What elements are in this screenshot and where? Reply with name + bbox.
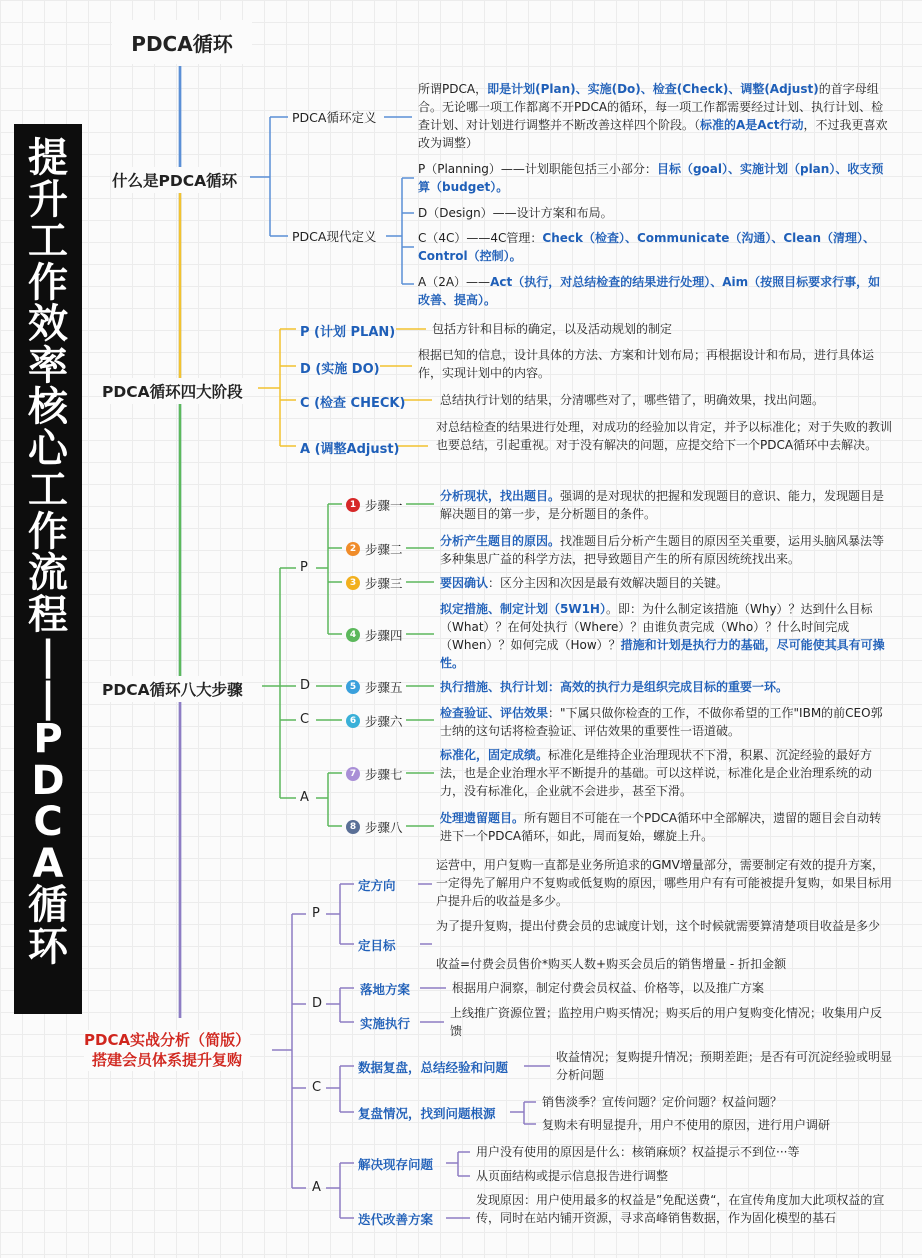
side-banner-char: 工 bbox=[28, 218, 68, 264]
modern-item-c bbox=[418, 229, 888, 265]
stage-c-label: C (检查 CHECK) bbox=[300, 396, 406, 411]
plain-text: P（Planning）——计划职能包括三小部分： bbox=[418, 162, 657, 176]
step-number-badge: 8 bbox=[346, 820, 360, 834]
d-execute-text: 上线推广资源位置；监控用户购买情况；购买后的用户复购变化情况；收集用户反馈 bbox=[450, 1006, 883, 1038]
c-root-cause-sub-1: 销售淡季？宣传问题？定价问题？权益问题？ bbox=[542, 1095, 783, 1109]
modern-item-d bbox=[418, 204, 888, 222]
p-direction-label: 定方向 bbox=[358, 878, 396, 893]
modern-item-p bbox=[418, 160, 888, 196]
side-banner-char: A bbox=[32, 840, 64, 887]
c-review-label: 数据复盘，总结经验和问题 bbox=[358, 1060, 509, 1075]
step-2-text bbox=[440, 532, 892, 568]
step-1-label bbox=[346, 496, 403, 514]
practice-letter-c: C bbox=[312, 1080, 322, 1095]
section-four-stages-title: PDCA循环四大阶段 bbox=[102, 378, 243, 404]
step-7-text bbox=[440, 746, 892, 800]
highlight-text: 标准的A是Act行动 bbox=[700, 118, 804, 132]
c-root-cause-label: 复盘情况，找到问题根源 bbox=[358, 1106, 496, 1121]
a-iterate-label: 迭代改善方案 bbox=[358, 1212, 434, 1227]
side-banner bbox=[14, 124, 82, 1014]
practice-letter-a: A bbox=[312, 1180, 321, 1195]
plain-text: 的首字母组合。无论哪一项工作都离不开PDCA的循环，每一项工作都需要经过计划、执行计划、检查计划、对计划进行调整并不断改善这样四个阶段。（ bbox=[418, 82, 884, 132]
highlight-text: 分析产生题目的原因。 bbox=[440, 534, 561, 548]
highlight-text: Check（检查）、Communicate（沟通）、Clean（清理）、Control（控制）。 bbox=[418, 231, 876, 263]
pdca-definition-label: PDCA循环定义 bbox=[292, 110, 377, 125]
sec4-d-branch bbox=[326, 988, 354, 1022]
step-3-label bbox=[346, 574, 403, 592]
eight-steps-letter-d: D bbox=[300, 678, 311, 693]
eight-steps-letter-a: A bbox=[300, 790, 309, 805]
side-banner-char: 率 bbox=[28, 342, 68, 389]
highlight-text: 要因确认 bbox=[440, 576, 489, 590]
plain-text: D（Design）——设计方案和布局。 bbox=[418, 206, 613, 220]
side-banner-char: 流 bbox=[28, 550, 68, 596]
step-number-badge: 2 bbox=[346, 542, 360, 556]
step-label-text: 步骤五 bbox=[365, 680, 403, 695]
step-5-label bbox=[346, 678, 403, 696]
step-8-label bbox=[346, 818, 403, 836]
highlight-text: 检查验证、评估效果 bbox=[440, 706, 549, 720]
side-banner-char: 效 bbox=[28, 301, 68, 347]
pdca-definition-text bbox=[418, 80, 888, 152]
p-target-text: 为了提升复购，提出付费会员的忠诚度计划，这个时候就需要算清楚项目收益是多少 bbox=[436, 919, 881, 933]
d-plan-label: 落地方案 bbox=[360, 982, 411, 997]
sec3-p-branch bbox=[316, 504, 342, 634]
step-4-text bbox=[440, 600, 892, 672]
sec4-branch bbox=[272, 914, 306, 1188]
highlight-text: 标准化，固定成绩。 bbox=[440, 748, 549, 762]
practice-letter-p: P bbox=[312, 906, 320, 921]
side-banner-char: P bbox=[33, 716, 63, 762]
a-solve-sub-1: 用户没有使用的原因是什么：核销麻烦？权益提示不到位···等 bbox=[476, 1145, 800, 1159]
d-execute-label: 实施执行 bbox=[360, 1016, 411, 1031]
p-target-label: 定目标 bbox=[358, 938, 396, 953]
step-number-badge: 5 bbox=[346, 680, 360, 694]
plain-text: 所谓PDCA， bbox=[418, 82, 488, 96]
side-banner-char: 工 bbox=[28, 467, 68, 513]
root-title: PDCA循环 bbox=[112, 20, 252, 64]
plain-text: ：区分主因和次因是最有效解决题目的关键。 bbox=[488, 576, 729, 590]
practice-title-line1: PDCA实战分析（简版） bbox=[84, 1031, 251, 1049]
sec1-modern-branch bbox=[386, 178, 414, 284]
highlight-text: 执行措施、执行计划：高效的执行力是组织完成目标的重要一环。 bbox=[440, 680, 789, 694]
side-banner-char: 作 bbox=[28, 259, 68, 306]
p-direction-text: 运营中，用户复购一直都是业务所追求的GMV增量部分，需要制定有效的提升方案，一定得先了解用户不复购或低复购的原因，哪些用户有有可能被提升复购，如果目标用户提升后的收益是多少。 bbox=[436, 858, 893, 908]
plain-text: 强调的是对现状的把握和发现题目的意识、能力，发现题目是解决题目的第一步，是分析题目的条件。 bbox=[440, 489, 885, 521]
stage-d-text: 根据已知的信息，设计具体的方法、方案和计划布局；再根据设计和布局，进行具体运作，实现计划中的内容。 bbox=[418, 348, 875, 380]
step-6-text bbox=[440, 704, 892, 740]
highlight-text: Act（执行，对总结检查的结果进行处理）、Aim（按照目标要求行事，如改善、提高）。 bbox=[418, 275, 881, 307]
highlight-text: 分析现状，找出题目。 bbox=[440, 489, 561, 503]
step-7-label bbox=[346, 765, 403, 783]
side-banner-char: | bbox=[40, 674, 56, 721]
side-banner-char: 提 bbox=[28, 135, 68, 181]
side-banner-char: 循 bbox=[28, 882, 68, 928]
side-banner-char: C bbox=[33, 799, 63, 845]
sec4-p-branch bbox=[326, 884, 354, 944]
step-label-text: 步骤四 bbox=[365, 628, 403, 643]
plain-text: 标准化是维持企业治理现状不下滑，积累、沉淀经验的最好方法，也是企业治理水平不断提升的基础。可以这样说，标准化是企业治理系统的动力，没有标准化，企业就不会进步，甚至下滑。 bbox=[440, 748, 873, 798]
practice-letter-d: D bbox=[312, 996, 323, 1011]
stage-c-text: 总结执行计划的结果，分清哪些对了，哪些错了，明确效果，找出问题。 bbox=[440, 393, 825, 407]
step-1-text bbox=[440, 487, 892, 523]
section-eight-steps-title: PDCA循环八大步骤 bbox=[102, 676, 243, 702]
a-solve-sub-2: 从页面结构或提示信息报告进行调整 bbox=[476, 1169, 669, 1183]
side-banner-char: D bbox=[31, 757, 65, 804]
highlight-text: 拟定措施、制定计划（5W1H） bbox=[440, 602, 606, 616]
highlight-text: 措施和计划是执行力的基础，尽可能使其具有可操性。 bbox=[440, 638, 885, 670]
step-label-text: 步骤二 bbox=[365, 542, 403, 557]
p-target-formula: 收益=付费会员售价*购买人数+购买会员后的销售增量 - 折扣金额 bbox=[436, 957, 787, 971]
step-label-text: 步骤八 bbox=[365, 820, 403, 835]
d-plan-text: 根据用户洞察，制定付费会员权益、价格等，以及推广方案 bbox=[452, 981, 765, 995]
step-3-text bbox=[440, 574, 892, 592]
plain-text: 找准题目后分析产生题目的原因至关重要，运用头脑风暴法等多种集思广益的科学方法，把导致题目产生的所有原因统统找出来。 bbox=[440, 534, 885, 566]
plain-text: C（4C）——4C管理： bbox=[418, 231, 543, 245]
side-banner-char: 环 bbox=[28, 923, 68, 970]
sec2-branch bbox=[258, 329, 296, 446]
modern-item-a bbox=[418, 273, 888, 309]
plain-text: 。即：为什么制定该措施（Why）？达到什么目标（What）？在何处执行（Where）？由谁负责完成（Who）？什么时间完成（When）？如何完成（How）？ bbox=[440, 602, 873, 652]
stage-p-text: 包括方针和目标的确定，以及活动规划的制定 bbox=[432, 322, 673, 336]
section-what-is-pdca-title: 什么是PDCA循环 bbox=[112, 167, 237, 193]
side-banner-char: 心 bbox=[28, 425, 68, 472]
practice-title-line2: 搭建会员体系提升复购 bbox=[92, 1051, 243, 1070]
step-2-label bbox=[346, 540, 403, 558]
stage-a-label: A (调整Adjust) bbox=[300, 442, 400, 457]
side-banner-char: 作 bbox=[28, 508, 68, 555]
step-6-label bbox=[346, 712, 403, 730]
sec4-c-branch bbox=[326, 1066, 354, 1112]
side-banner-char: 升 bbox=[28, 176, 68, 223]
highlight-text: 处理遗留题目。 bbox=[440, 811, 525, 825]
c-review-text: 收益情况；复购提升情况；预期差距；是否有可沉淀经验或明显分析问题 bbox=[556, 1050, 893, 1082]
plain-text: A（2A）—— bbox=[418, 275, 491, 289]
pdca-modern-definition-label: PDCA现代定义 bbox=[292, 229, 377, 244]
step-number-badge: 3 bbox=[346, 576, 360, 590]
sec3-step-links bbox=[406, 504, 434, 826]
stage-d-label: D (实施 DO) bbox=[300, 362, 380, 377]
sec3-branch bbox=[262, 568, 296, 798]
step-number-badge: 1 bbox=[346, 498, 360, 512]
highlight-text: 即是计划(Plan)、实施(Do)、检查(Check)、调整(Adjust) bbox=[487, 82, 819, 96]
step-number-badge: 6 bbox=[346, 714, 360, 728]
eight-steps-letter-p: P bbox=[300, 560, 308, 575]
c-root-cause-sub-2: 复购未有明显提升，用户不使用的原因，进行用户调研 bbox=[542, 1118, 831, 1132]
plain-text: ，不过我更喜欢改为调整） bbox=[418, 118, 888, 150]
stage-a-text: 对总结检查的结果进行处理，对成功的经验加以肯定，并予以标准化；对于失败的教训也要总结，引起重视。对于没有解决的问题，应提交给下一个PDCA循环中去解决。 bbox=[436, 420, 893, 452]
step-number-badge: 7 bbox=[346, 767, 360, 781]
step-label-text: 步骤七 bbox=[365, 767, 403, 782]
step-4-label bbox=[346, 626, 403, 644]
sec1-branch bbox=[250, 117, 288, 236]
step-label-text: 步骤一 bbox=[365, 498, 403, 513]
eight-steps-letter-c: C bbox=[300, 712, 310, 727]
side-banner-char: | bbox=[40, 633, 56, 679]
plain-text: ："下属只做你检查的工作，不做你希望的工作"IBM的前CEO郭士纳的这句话将检查验证、评估效果的重要性一语道破。 bbox=[440, 706, 883, 738]
plain-text: 所有题目不可能在一个PDCA循环中全部解决，遗留的题目会自动转进下一个PDCA循环，如此，周而复始，螺旋上升。 bbox=[440, 811, 882, 843]
step-number-badge: 4 bbox=[346, 628, 360, 642]
side-banner-char: 核 bbox=[28, 384, 68, 430]
step-label-text: 步骤三 bbox=[365, 576, 403, 591]
section-practice-title bbox=[84, 1030, 250, 1071]
sec3-d-link bbox=[316, 686, 342, 720]
a-iterate-text: 发现原因：用户使用最多的权益是”免配送费“，在宣传角度加大此项权益的宣传，同时在站内铺开资源，寻求高峰销售数据，作为固化模型的基石 bbox=[476, 1193, 885, 1225]
sec4-a-branch bbox=[326, 1163, 354, 1218]
step-5-text bbox=[440, 678, 892, 696]
stage-p-label: P (计划 PLAN) bbox=[300, 325, 396, 340]
sec3-a-branch bbox=[316, 773, 342, 826]
step-8-text bbox=[440, 809, 892, 845]
highlight-text: 目标（goal）、实施计划（plan）、收支预算（budget）。 bbox=[418, 162, 884, 194]
side-banner-char: 程 bbox=[28, 591, 68, 638]
a-solve-label: 解决现存问题 bbox=[358, 1157, 434, 1172]
step-label-text: 步骤六 bbox=[365, 714, 403, 729]
